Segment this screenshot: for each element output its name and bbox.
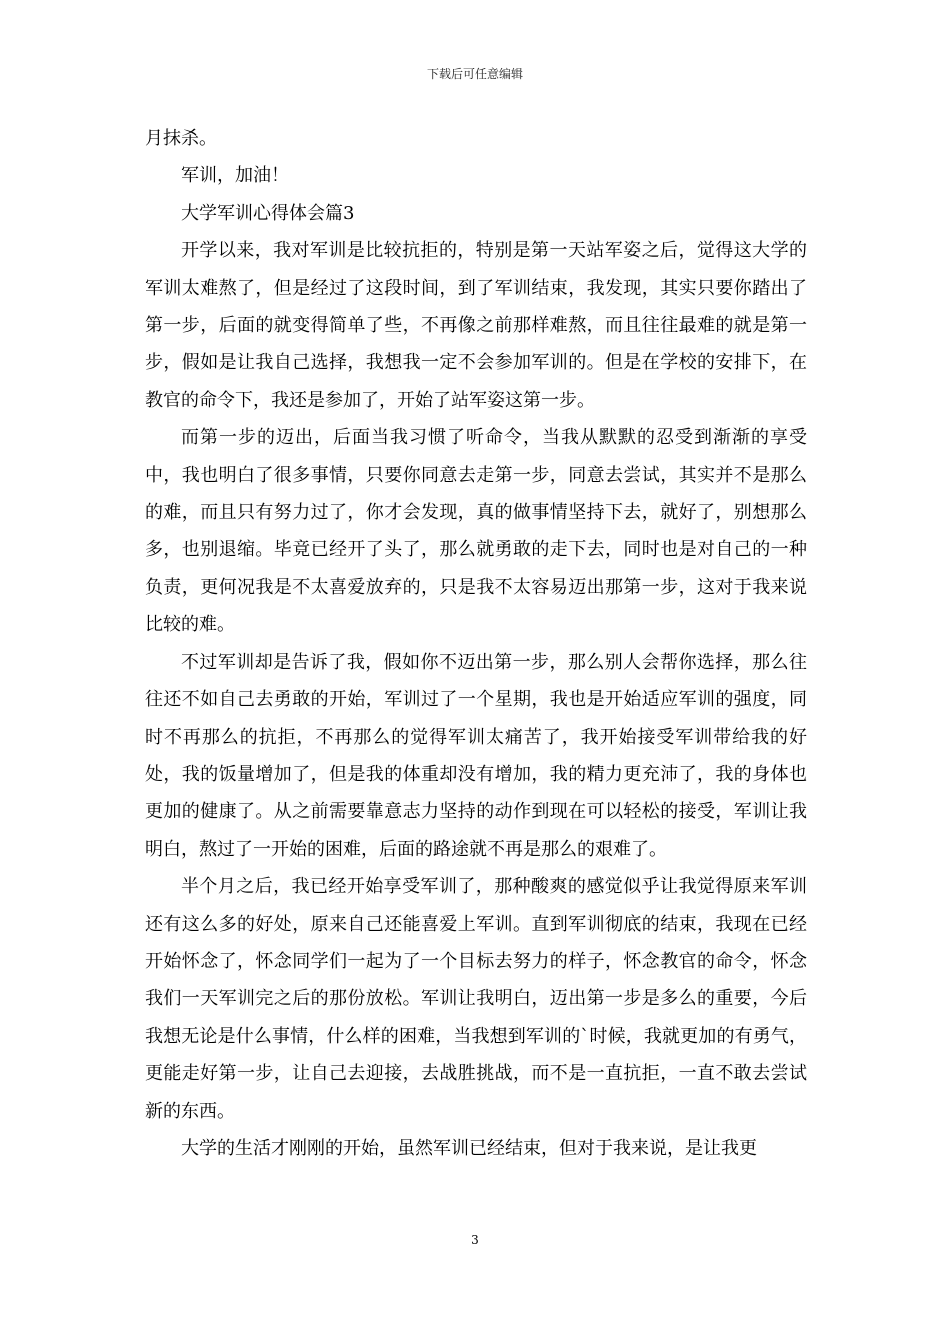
paragraph-cheer: 军训，加油！ — [181, 165, 289, 187]
paragraph: 大学的生活才刚刚的开始，虽然军训已经结束，但对于我来说，是让我更 — [181, 1137, 757, 1159]
page-header: 下载后可任意编辑 — [426, 67, 523, 81]
document-body — [145, 120, 807, 1167]
page-number: 3 — [471, 1233, 479, 1247]
section-title: 大学军训心得体会篇3 — [181, 202, 355, 224]
paragraph: 开学以来，我对军训是比较抗拒的，特别是第一天站军姿之后，觉得这大学的军训太难熬了，但是经过了这段时间，到了军训结束，我发现，其实只要你踏出了第一步，后面的就变得简单了些，不再像之前那样难熬，而且往往最难的就是第一步，假如是让我自己选择，我想我一定不会参加军训的。但是在学校的安排下，在教官的命令下，我还是参加了，开始了站军姿这第一步。 — [145, 240, 807, 411]
paragraph: 而第一步的迈出，后面当我习惯了听命令，当我从默默的忍受到渐渐的享受中，我也明白了很多事情，只要你同意去走第一步，同意去尝试，其实并不是那么的难，而且只有努力过了，你才会发现，真的做事情坚持下去，就好了，别想那么多，也别退缩。毕竟已经开了头了，那么就勇敢的走下去，同时也是对自己的一种负责，更何况我是不太喜爱放弃的，只是我不太容易迈出那第一步，这对于我来说比较的难。 — [145, 427, 807, 636]
paragraph: 半个月之后，我已经开始享受军训了，那种酸爽的感觉似乎让我觉得原来军训还有这么多的好处，原来自己还能喜爱上军训。直到军训彻底的结束，我现在已经开始怀念了，怀念同学们一起为了一个目标去努力的样子，怀念教官的命令，怀念我们一天军训完之后的那份放松。军训让我明白，迈出第一步是多么的重要，今后我想无论是什么事情，什么样的困难，当我想到军训的`时候，我就更加的有勇气，更能走好第一步，让自己去迎接，去战胜挑战，而不是一直抗拒，一直不敢去尝试新的东西。 — [145, 876, 807, 1122]
paragraph-continuation: 月抹杀。 — [145, 128, 217, 149]
paragraph: 不过军训却是告诉了我，假如你不迈出第一步，那么别人会帮你选择，那么往往还不如自己去勇敢的开始，军训过了一个星期，我也是开始适应军训的强度，同时不再那么的抗拒，不再那么的觉得军训太痛苦了，我开始接受军训带给我的好处，我的饭量增加了，但是我的体重却没有增加，我的精力更充沛了，我的身体也更加的健康了。从之前需要靠意志力坚持的动作到现在可以轻松的接受，军训让我明白，熬过了一开始的困难，后面的路途就不再是那么的艰难了。 — [145, 651, 807, 860]
